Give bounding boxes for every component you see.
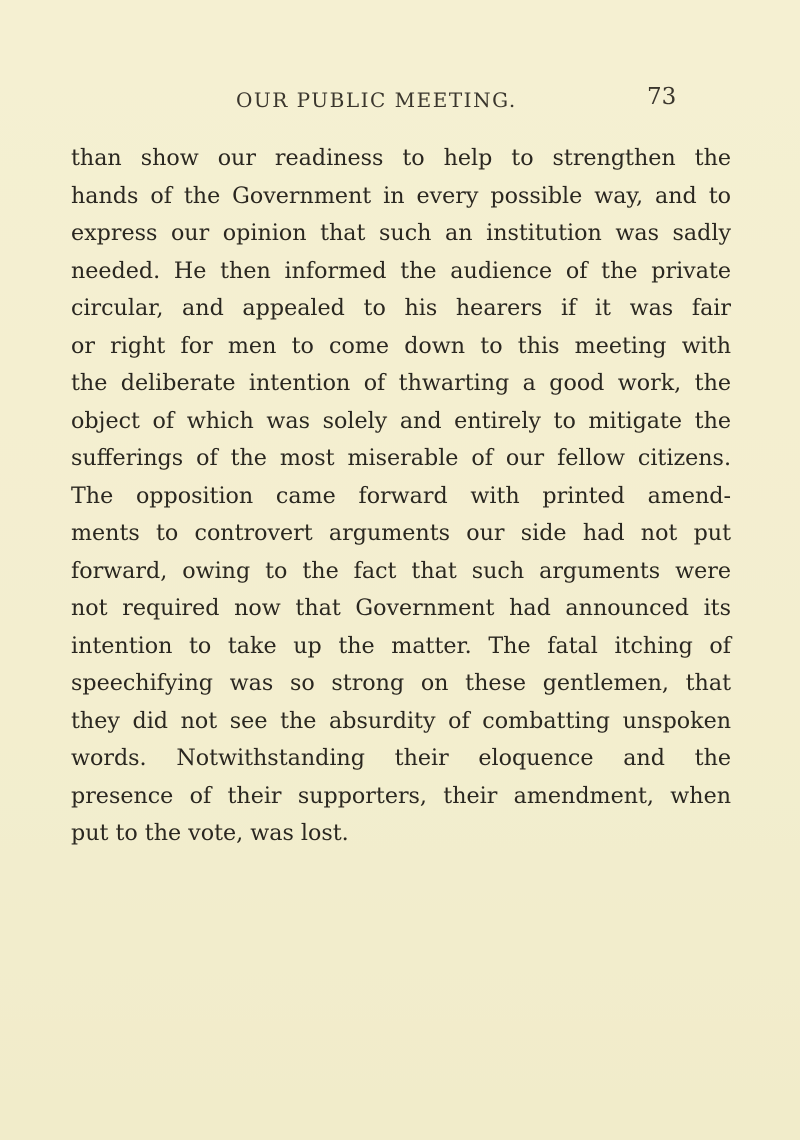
text-line: hands of the Government in every possible way, and to — [71, 182, 731, 209]
text-line: ments to controvert arguments our side had not put — [71, 520, 731, 546]
running-head: OUR PUBLIC MEETING. — [236, 88, 517, 112]
text-line: they did not see the absurdity of combatting unspoken — [71, 707, 731, 734]
text-line: forward, owing to the fact that such arguments were — [71, 557, 731, 584]
text-line: express our opinion that such an institution was sadly — [71, 220, 731, 246]
text-line-last: put to the vote, was lost. — [71, 820, 349, 846]
text-line: sufferings of the most miserable of our fellow citizens. — [71, 445, 731, 471]
text-line: object of which was solely and entirely to mitigate the — [71, 407, 731, 434]
text-line: circular, and appealed to his hearers if it was fair — [71, 295, 731, 321]
body-text — [71, 140, 731, 853]
text-line: intention to take up the matter. The fatal itching of — [71, 632, 731, 659]
text-line: speechifying was so strong on these gentlemen, that — [71, 670, 731, 696]
page-number: 73 — [647, 84, 677, 110]
text-line: than show our readiness to help to strengthen the — [71, 145, 731, 171]
text-line: words. Notwithstanding their eloquence and the — [71, 745, 731, 771]
text-line: not required now that Government had announced its — [71, 595, 731, 621]
text-line: needed. He then informed the audience of the private — [71, 257, 731, 284]
text-line: the deliberate intention of thwarting a good work, the — [71, 370, 731, 396]
page-header — [0, 84, 800, 114]
text-line: presence of their supporters, their amendment, when — [71, 782, 731, 809]
text-line: The opposition came forward with printed amend- — [71, 482, 731, 509]
text-line: or right for men to come down to this meeting with — [71, 332, 731, 359]
